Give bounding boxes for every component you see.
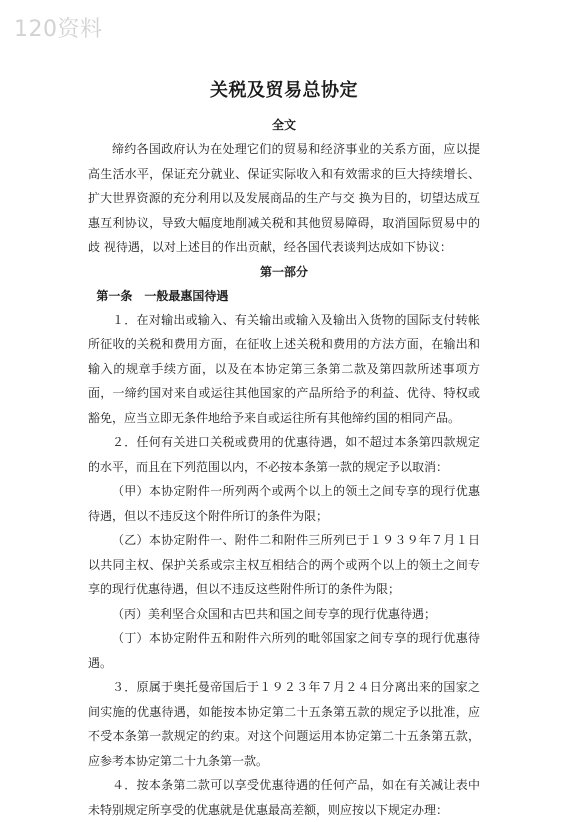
document-page [88,76,480,822]
preamble-paragraph: 缔约各国政府认为在处理它们的贸易和经济事业的关系方面，应以提高生活水平，保证充分就业、保证实际收入和有效需求的巨大持续增长、扩大世界资源的充分利用以及发展商品的生产与交 换为目的，切望达成互惠互利协议，导致大幅度地削减关税和其他贸易障碍，取消国际贸易中的歧 视待遇，以对上述目的作出贡献，经各国代表谈判达成如下协议： [88,142,480,254]
clause-paragraph: ３．原属于奥托曼帝国后于１９２３年７月２４日分离出来的国家之间实施的优惠待遇，如能按本协定第二十五条第五款的规定予以批准，应不受本条第一款规定的约束。对这个问题运用本协定第二十五条第五款，应参考本协定第二十九条第一款。 [88,680,480,768]
document-subtitle: 全文 [271,118,296,132]
article-heading: 第一条 一般最惠国待遇 [96,288,229,303]
part-heading: 第一部分 [259,264,308,279]
clause-paragraph: ４．按本条第二款可以享受优惠待遇的任何产品，如在有关减让表中未特别规定所享受的优惠就是优惠最高差额，则应按以下规定办理： [88,778,480,817]
clause-paragraph: １．在对输出或输入、有关输出或输入及输出入货物的国际支付转帐所征收的关税和费用方面，在征收上述关税和费用的方法方面，在输出和输入的规章手续方面，以及在本协定第三条第二款及第四款所述事项方面，一缔约国对来自或运往其他国家的产品所给予的利益、优待、特权或豁免，应当立即无条件地给予来自或运往所有其他缔约国的相同产品。 [88,312,480,425]
clause-paragraph: ２．任何有关进口关税或费用的优惠待遇，如不超过本条第四款规定的水平，而且在下列范围以内，不必按本条第一款的规定予以取消： [88,435,480,474]
document-title: 关税及贸易总协定 [210,80,358,101]
clause-item-a: （甲）本协定附件一所列两个或两个以上的领土之间专享的现行优惠待遇，但以不违反这个附件所订的条件为限； [88,484,480,523]
clause-item-b: （乙）本协定附件一、附件二和附件三所列已于１９３９年７月１日以共同主权、保护关系或宗主权互相结合的两个或两个以上的领土之间专享的现行优惠待遇，但以不违反这些附件所订的条件为限； [88,533,480,596]
watermark: 120资料 [14,17,103,42]
clause-item-d: （丁）本协定附件五和附件六所列的毗邻国家之间专享的现行优惠待遇。 [88,631,480,670]
clause-item-c: （丙）美利坚合众国和古巴共和国之间专享的现行优惠待遇； [112,606,437,621]
